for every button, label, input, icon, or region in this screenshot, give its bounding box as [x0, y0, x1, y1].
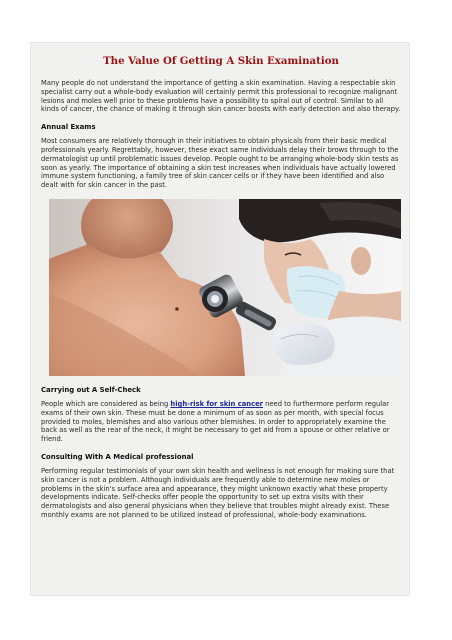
section-heading-consulting: Consulting With A Medical professional — [41, 452, 194, 461]
high-risk-link[interactable]: high-risk for skin cancer — [170, 399, 263, 408]
section-body-self-check — [41, 400, 401, 444]
section-heading-annual-exams: Annual Exams — [41, 123, 96, 132]
self-check-text-after-link: need to furthermore perform regular exams of their own skin. These must be done a minimum of as soon as per month, with special focus provided to moles, blemishes and also various other blemishes. In order to appropriately examine the back as well as the rear of the neck, it might be necessary to get aid from a spouse or other relative or friend. — [41, 399, 390, 444]
article-title: The Value Of Getting A Skin Examination — [103, 55, 339, 67]
section-heading-self-check: Carrying out A Self-Check — [41, 385, 141, 394]
section-body-annual-exams: Most consumers are relatively thorough in their initiatives to obtain physicals from their basic medical professionals yearly. Regrettably, however, these exact same individuals delay their brows through to the dermatologist up until problematic issues develop. People ought to be arranging whole-body skin tests as soon as yearly. The importance of obtaining a skin test increases when individuals have actually lowered immune system functioning, a family tree of skin cancer cells or if they have been identified and also dealt with for skin cancer in the past. — [41, 137, 399, 190]
document-page — [30, 42, 410, 596]
intro-paragraph: Many people do not understand the importance of getting a skin examination. Having a respectable skin specialist carry out a whole-body evaluation will certainly permit this professional to recognize malignant lesions and moles well prior to these problems have a possibility to spiral out of control. Similar to all kinds of cancer, the chance of making it through skin cancer boosts with early detection and also therapy. — [41, 79, 401, 114]
self-check-text-before-link: People which are considered as being — [41, 399, 171, 408]
dermatologist-exam-photo — [49, 199, 401, 376]
section-body-consulting: Performing regular testimonials of your own skin health and wellness is not enough for making sure that skin cancer is not a problem. Although individuals are frequently able to determine new moles or problems in the skin's surface area and appearance, they might unknown exactly what these property developments indicate. Self-checks offer people the opportunity to set up extra visits with their dermatologists and also general physicians when they believe that troubles might already exist. These monthly exams are not planned to be utilized instead of professional, whole-body examinations. — [41, 466, 395, 519]
article — [41, 55, 401, 529]
